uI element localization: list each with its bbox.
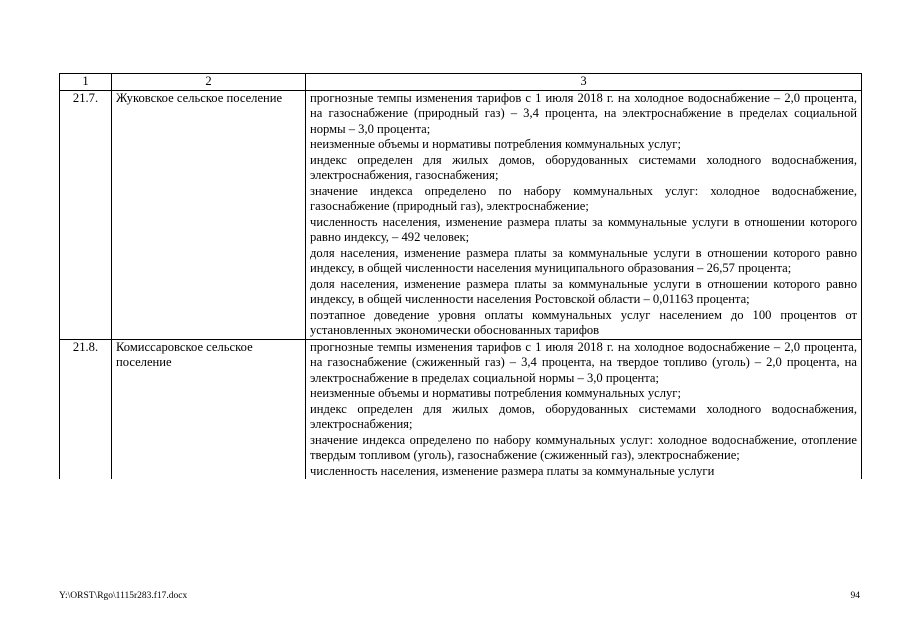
description-paragraph: численность населения, изменение размера платы за коммунальные услуги bbox=[310, 463, 715, 478]
page-number: 94 bbox=[850, 591, 860, 601]
row-number: 21.8. bbox=[60, 339, 112, 479]
description-paragraph: неизменные объемы и нормативы потребления коммунальных услуг; bbox=[310, 137, 681, 151]
row-description bbox=[306, 339, 862, 479]
table-header-row bbox=[60, 74, 862, 91]
column-header: 2 bbox=[112, 74, 306, 91]
description-paragraph: численность населения, изменение размера платы за коммунальные услуги в отношении которого равно индексу, – 492 человек; bbox=[310, 214, 857, 244]
description-paragraph: значение индекса определено по набору коммунальных услуг: холодное водоснабжение, отопление твердым топливом (уголь), газоснабжение (сжиженный газ), электроснабжение; bbox=[310, 432, 857, 462]
row-description bbox=[306, 90, 862, 339]
table-row bbox=[60, 339, 862, 479]
table-row bbox=[60, 90, 862, 339]
column-header: 1 bbox=[60, 74, 112, 91]
settlement-name: Комиссаровское сельское поселение bbox=[112, 339, 306, 479]
description-paragraph: неизменные объемы и нормативы потребления коммунальных услуг; bbox=[310, 386, 681, 400]
description-paragraph: индекс определен для жилых домов, оборудованных системами холодного водоснабжения, электроснабжения, газоснабжения; bbox=[310, 152, 857, 182]
description-paragraph: доля населения, изменение размера платы за коммунальные услуги в отношении которого равно индексу, в общей численности населения муниципального образования – 26,57 процента; bbox=[310, 245, 857, 275]
row-number: 21.7. bbox=[60, 90, 112, 339]
settlement-name: Жуковское сельское поселение bbox=[112, 90, 306, 339]
description-paragraph: прогнозные темпы изменения тарифов с 1 июля 2018 г. на холодное водоснабжение – 2,0 процента, на газоснабжение (природный газ) – 3,4 процента, на электроснабжение в пределах социальной нормы – 3,0 процента; bbox=[310, 90, 857, 136]
description-paragraph: прогнозные темпы изменения тарифов с 1 июля 2018 г. на холодное водоснабжение – 2,0 процента, на газоснабжение (сжиженный газ) – 3,4 процента, на твердое топливо (уголь) – 2,0 процента, на электроснабжение в пределах социальной нормы – 3,0 процента; bbox=[310, 339, 857, 385]
footer-file-path: Y:\ORST\Rgo\1115r283.f17.docx bbox=[59, 591, 188, 601]
description-paragraph: поэтапное доведение уровня оплаты коммунальных услуг населением до 100 процентов от установленных экономически обоснованных тарифов bbox=[310, 307, 857, 337]
description-paragraph: доля населения, изменение размера платы за коммунальные услуги в отношении которого равно индексу, в общей численности населения Ростовской области – 0,01163 процента; bbox=[310, 276, 857, 306]
description-paragraph: индекс определен для жилых домов, оборудованных системами холодного водоснабжения, электроснабжения; bbox=[310, 401, 857, 431]
tariff-index-table bbox=[59, 73, 862, 479]
description-paragraph: значение индекса определено по набору коммунальных услуг: холодное водоснабжение, газоснабжение (природный газ), электроснабжение; bbox=[310, 183, 857, 213]
column-header: 3 bbox=[306, 74, 862, 91]
